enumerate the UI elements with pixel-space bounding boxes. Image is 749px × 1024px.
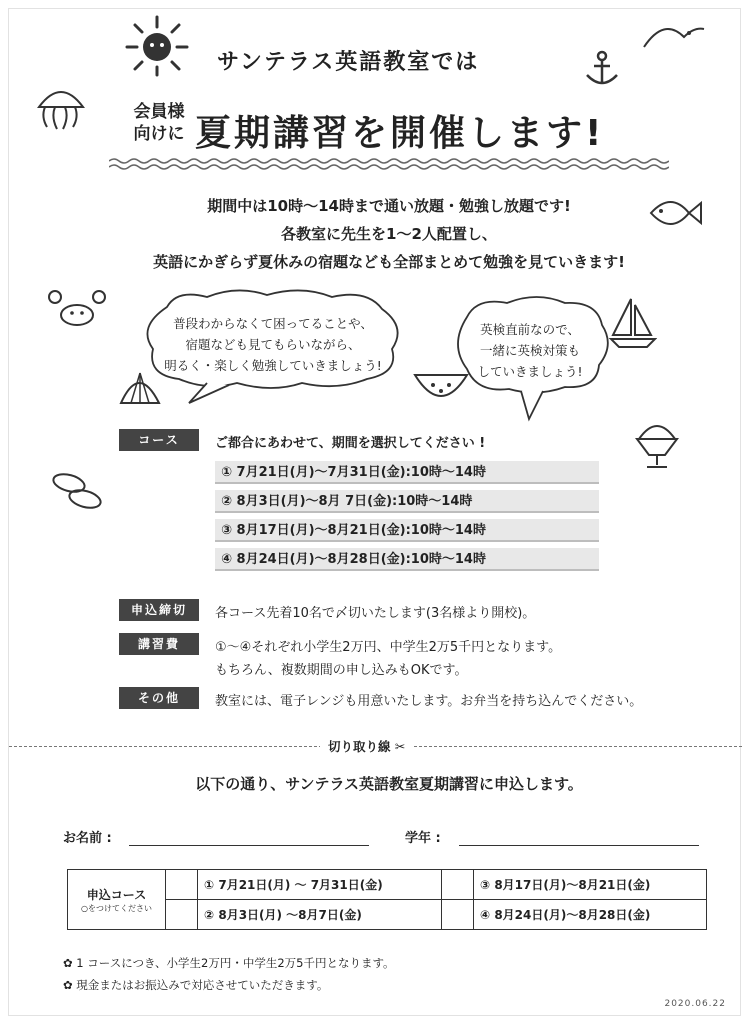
grade-label: 学年 : (405, 831, 441, 846)
deadline-text: 各コース先着10名で〆切いたします(3名様より開校)。 (215, 606, 536, 621)
seagull-icon (639, 17, 709, 57)
fee-line-2: もちろん、複数期間の申し込みもOKです。 (215, 663, 468, 678)
name-label: お名前 : (63, 831, 112, 846)
bubble-right-text (457, 319, 603, 382)
form-course-label: 申込コース (86, 887, 147, 902)
check-cell-2[interactable] (166, 900, 198, 930)
anchor-icon (577, 49, 627, 89)
jellyfish-icon (31, 79, 91, 139)
course-option-3: ③ 8月17日(月)～8月21日(金):10時～14時 (215, 519, 599, 542)
check-cell-1[interactable] (166, 870, 198, 900)
bubble-left-text (149, 313, 397, 376)
wave-divider (109, 157, 669, 171)
course-option-4: ④ 8月24日(月)～8月28日(金):10時～14時 (215, 548, 599, 571)
course-intro: ご都合にあわせて、期間を選択してください ! (215, 436, 486, 451)
intro-line-3: 英語にかぎらず夏休みの宿題なども全部まとめて勉強を見ていきます! (153, 253, 625, 271)
bubble-left-line-2: 宿題なども見てもらいながら、 (185, 337, 361, 352)
grade-field[interactable] (459, 845, 699, 846)
scissors-icon: ✂ (394, 739, 406, 754)
flower-icon: ✿ (63, 978, 77, 992)
form-option-1: ① 7月21日(月) ～ 7月31日(金) (198, 870, 442, 900)
sandals-icon (49, 467, 109, 515)
intro-line-1: 期間中は10時～14時まで通い放題・勉強し放題です! (207, 197, 571, 215)
intro-line-2: 各教室に先生を1～2人配置し、 (281, 225, 497, 243)
note-2-text: 現金またはお振込みで対応させていただきます。 (76, 978, 329, 992)
apply-text: 以下の通り、サンテラス英語教室夏期講習に申込します。 (195, 775, 583, 793)
bubble-right-line-2: 一緒に英検対策も (479, 343, 580, 358)
note-1 (63, 955, 395, 971)
form-option-3: ③ 8月17日(月)～8月21日(金) (473, 870, 706, 900)
fee-line-1: ①～④それぞれ小学生2万円、中学生2万5千円となります。 (215, 640, 562, 655)
course-application-table (67, 869, 707, 930)
target-audience (119, 101, 199, 145)
form-option-2: ② 8月3日(月) ～8月7日(金) (198, 900, 442, 930)
check-cell-3[interactable] (441, 870, 473, 900)
school-line: サンテラス英語教室では (217, 50, 480, 75)
target-line-2: 向けに (133, 124, 185, 144)
other-text: 教室には、電子レンジも用意いたします。お弁当を持ち込んでください。 (215, 694, 643, 709)
course-label: コース (119, 429, 199, 451)
cut-label-text: 切り取り線 (328, 739, 391, 754)
sun-icon (117, 13, 197, 83)
form-option-4: ④ 8月24日(月)～8月28日(金) (473, 900, 706, 930)
flower-icon: ✿ (63, 956, 77, 970)
bubble-right-line-3: していきましょう! (477, 364, 583, 379)
name-field[interactable] (129, 845, 369, 846)
form-course-hint: ○をつけてください (81, 903, 152, 913)
course-label-cell (68, 870, 166, 930)
other-label: その他 (119, 687, 199, 709)
note-1-text: 1 コースにつき、小学生2万円・中学生2万5千円となります。 (76, 956, 395, 970)
flyer-page (8, 8, 741, 1016)
check-cell-4[interactable] (441, 900, 473, 930)
shaved-ice-icon (631, 417, 683, 473)
cut-line-label (320, 737, 413, 755)
course-option-1: ① 7月21日(月)～7月31日(金):10時～14時 (215, 461, 599, 484)
bubble-left-line-1: 普段わからなくて困ってることや、 (173, 316, 373, 331)
bubble-left-line-3: 明るく・楽しく勉強していきましょう! (164, 358, 382, 373)
crab-icon (47, 287, 107, 331)
bubble-right-line-1: 英検直前なので、 (480, 322, 580, 337)
sailboat-icon (609, 295, 657, 351)
course-option-2: ② 8月3日(月)～8月 7日(金):10時～14時 (215, 490, 599, 513)
deadline-label: 申込締切 (119, 599, 199, 621)
target-line-1: 会員様 (133, 102, 185, 122)
fee-label: 講習費 (119, 633, 199, 655)
page-title: 夏期講習を開催します! (195, 113, 605, 154)
issue-date: 2020.06.22 (664, 999, 726, 1009)
note-2 (63, 977, 328, 993)
